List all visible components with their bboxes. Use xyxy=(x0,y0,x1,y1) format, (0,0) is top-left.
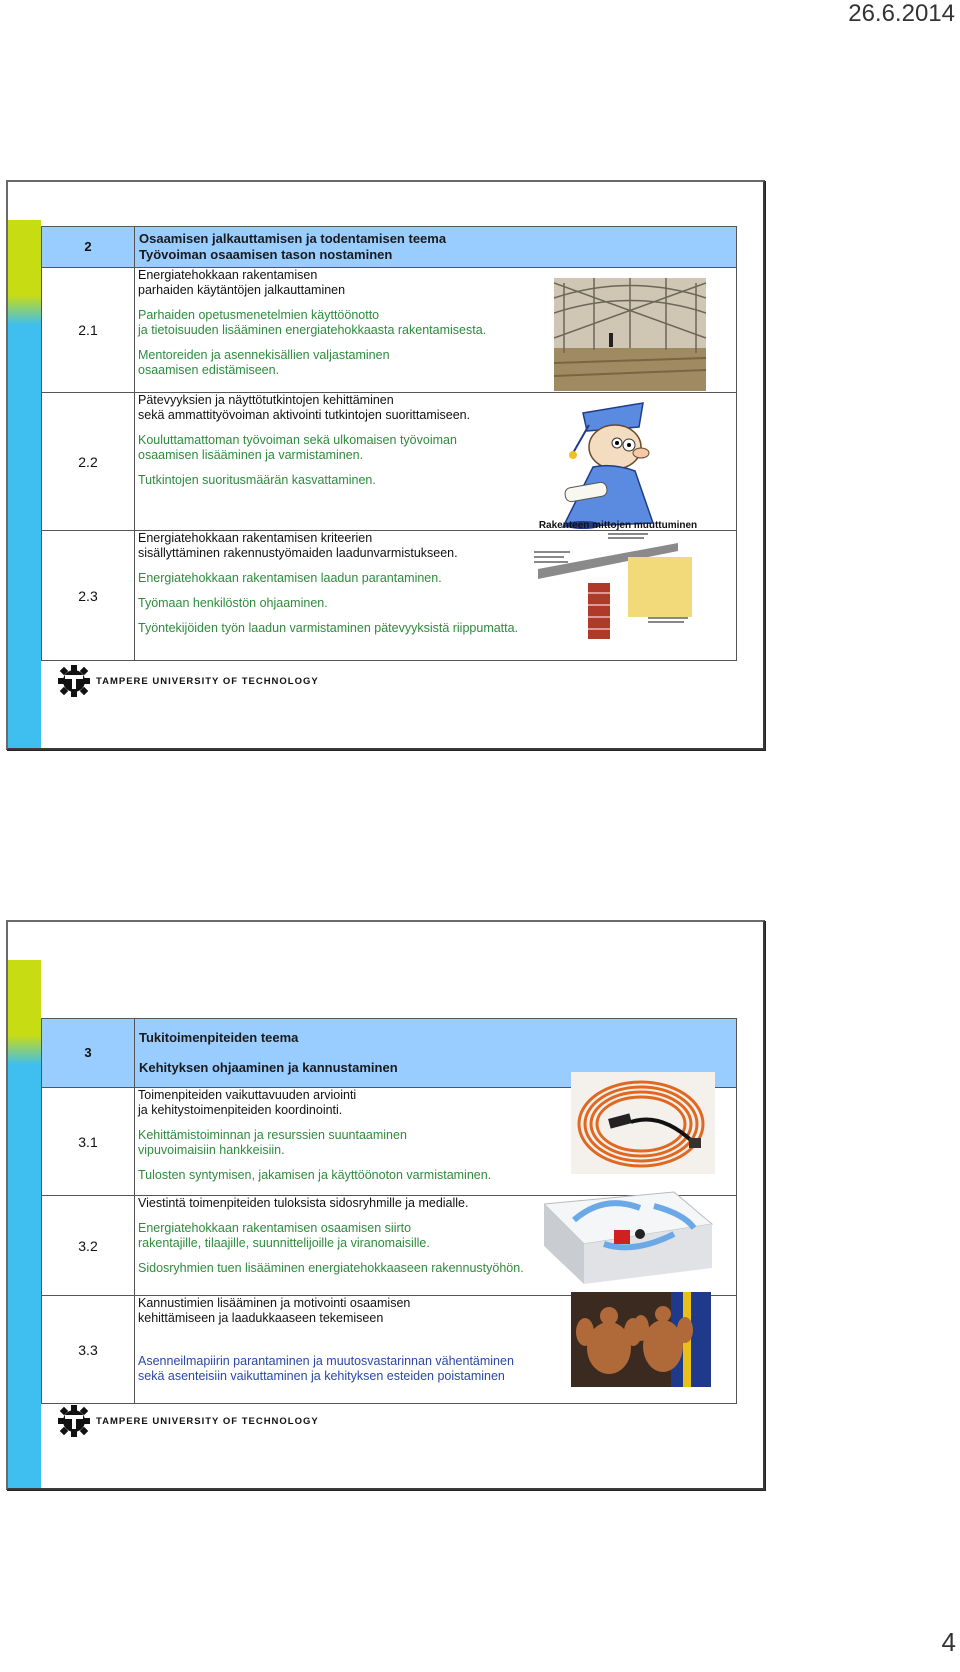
theme-title-line-2: Työvoiman osaamisen tason nostaminen xyxy=(139,247,393,262)
logo-text: TAMPERE UNIVERSITY OF TECHNOLOGY xyxy=(96,1415,319,1427)
section-number: 2.2 xyxy=(42,393,135,531)
theme-title-line-2: Kehityksen ohjaaminen ja kannustaminen xyxy=(139,1060,398,1075)
list-item: Kouluttamattoman työvoiman sekä ulkomaisen työvoiman osaamisen lisääminen ja varmistaminen. xyxy=(138,433,457,462)
page-date: 26.6.2014 xyxy=(848,0,955,27)
list-item: Toimenpiteiden vaikuttavuuden arviointi ja kehitystoimenpiteiden koordinointi. xyxy=(138,1088,357,1117)
list-item: Työmaan henkilöstön ohjaaminen. xyxy=(138,596,328,610)
graduate-cartoon xyxy=(543,397,693,531)
airflow-box-diagram xyxy=(544,1184,714,1284)
theme-title-line-1: Osaamisen jalkauttamisen ja todentamisen teema xyxy=(139,231,447,246)
list-item: Asenneilmapiirin parantaminen ja muutosvastarinnan vähentäminen sekä asenteisiin vaikuttaminen ja kehityksen esteiden poistaminen xyxy=(138,1354,514,1383)
theme-number: 3 xyxy=(42,1019,135,1088)
bodybuilders-photo xyxy=(571,1292,711,1387)
page-number: 4 xyxy=(941,1627,956,1657)
section-number: 2.1 xyxy=(42,268,135,393)
list-item: Sidosryhmien tuen lisääminen energiatehokkaaseen rakennustyöhön. xyxy=(138,1261,524,1275)
list-item: Tulosten syntymisen, jakamisen ja käyttöönoton varmistaminen. xyxy=(138,1168,492,1182)
gear-logo-icon xyxy=(58,665,90,697)
list-item: Tutkintojen suoritusmäärän kasvattaminen. xyxy=(138,473,376,487)
list-item: Energiatehokkaan rakentamisen kriteerien sisällyttäminen rakennustyömaiden laadunvarmistukseen. xyxy=(138,531,458,560)
list-item: Mentoreiden ja asennekisällien valjastaminen osaamisen edistämiseen. xyxy=(138,348,390,377)
structure-diagram xyxy=(528,520,708,640)
slide-2 xyxy=(6,920,765,1490)
section-number: 3.3 xyxy=(42,1296,135,1404)
list-item: Parhaiden opetusmenetelmien käyttöönotto ja tietoisuuden lisääminen energiatehokkaasta rakentamisesta. xyxy=(138,308,487,337)
slide-side-bar xyxy=(8,960,41,1488)
tut-logo xyxy=(58,665,319,697)
heating-cable-photo xyxy=(571,1072,715,1174)
section-number: 2.3 xyxy=(42,531,135,661)
logo-text: TAMPERE UNIVERSITY OF TECHNOLOGY xyxy=(96,675,319,687)
list-item: Energiatehokkaan rakentamisen laadun parantaminen. xyxy=(138,571,442,585)
theme-number: 2 xyxy=(42,227,135,268)
list-item: Työntekijöiden työn laadun varmistaminen pätevyyksistä riippumatta. xyxy=(138,621,519,635)
gear-logo-icon xyxy=(58,1405,90,1437)
list-item: Viestintä toimenpiteiden tuloksista sidosryhmille ja medialle. xyxy=(138,1196,469,1210)
list-item: Energiatehokkaan rakentamisen parhaiden käytäntöjen jalkauttaminen xyxy=(138,268,346,297)
list-item: Kehittämistoiminnan ja resurssien suuntaaminen vipuvoimaisiin hankkeisiin. xyxy=(138,1128,407,1157)
theme-title xyxy=(135,227,737,268)
theme-title-line-1: Tukitoimenpiteiden teema xyxy=(139,1030,299,1045)
slide-1 xyxy=(6,180,765,750)
list-item: Pätevyyksien ja näyttötutkintojen kehittäminen sekä ammattityövoiman aktivointi tutkintojen suorittamiseen. xyxy=(138,393,471,422)
tut-logo xyxy=(58,1405,319,1437)
section-number: 3.2 xyxy=(42,1196,135,1296)
table-row-header xyxy=(42,227,737,268)
construction-site-photo xyxy=(554,278,706,391)
slide-side-bar xyxy=(8,220,41,748)
list-item: Energiatehokkaan rakentamisen osaamisen siirto rakentajille, tilaajille, suunnittelijoille ja viranomaisille. xyxy=(138,1221,430,1250)
section-number: 3.1 xyxy=(42,1088,135,1196)
list-item: Kannustimien lisääminen ja motivointi osaamisen kehittämiseen ja laadukkaaseen tekemiseen xyxy=(138,1296,411,1325)
diagram-title: Rakenteen mittojen muuttuminen xyxy=(538,520,698,531)
